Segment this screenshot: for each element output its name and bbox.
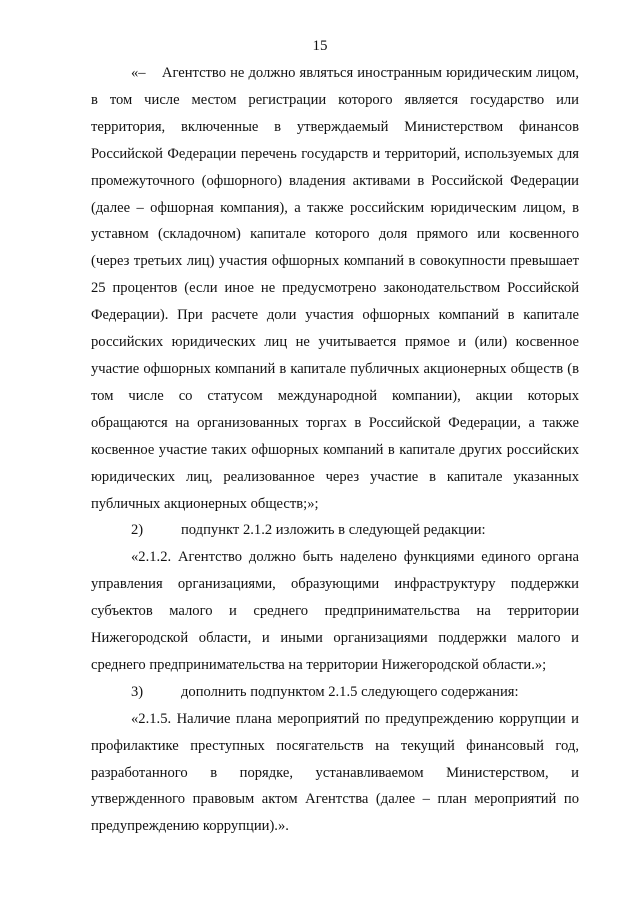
paragraph-clause-2-1-2: «2.1.2. Агентство должно быть наделено функциями единого органа управления организациями, образующими инфраструктуру поддержки субъектов малого и среднего предпринимательства на территории Нижегородской области, и иными организациями поддержки малого и среднего предпринимательства на территории Нижегородской области.»; [91,549,579,673]
page-number: 15 [312,38,328,54]
list-item-number: 3) [131,683,144,700]
list-item-3 [91,679,579,706]
list-item-text: подпункт 2.1.2 изложить в следующей редакции: [181,522,486,539]
paragraph-clause-2-1-5: «2.1.5. Наличие плана мероприятий по предупреждению коррупции и профилактике преступных посягательств на текущий финансовый год, разработанного в порядке, устанавливаемом Министерством, и утвержденного правовым актом Агентства (далее – план мероприятий по предупреждению коррупции).». [91,710,579,835]
list-item-number: 2) [131,522,144,539]
paragraph-offshore-requirement: «– Агентство не должно являться иностранным юридическим лицом, в том числе местом регистрации которого является государство или территория, включенные в утверждаемый Министерством финансов Российской Федерации перечень государств и территорий, используемых для промежуточного (офшорного) владения активами в Российской Федерации (далее – офшорная компания), а также российским юридическим лицом, в уставном (складочном) капитале которого доля прямого или косвенного (через третьих лиц) участия офшорных компаний в совокупности превышает 25 процентов (если иное не предусмотрено законодательством Российской Федерации). При расчете доли участия офшорных компаний в капитале российских юридических лиц не учитывается прямое и (или) косвенное участие офшорных компаний в капитале публичных акционерных обществ (в том числе со статусом международной компании), акции которых обращаются на организованных торгах в Российской Федерации, а также косвенное участие таких офшорных компаний в капитале других российских юридических лиц, реализованное через участие в капитале указанных публичных акционерных обществ;»; [91,65,579,512]
document-body [91,60,579,840]
list-item-2 [91,517,579,544]
list-item-text: дополнить подпунктом 2.1.5 следующего содержания: [181,683,519,700]
